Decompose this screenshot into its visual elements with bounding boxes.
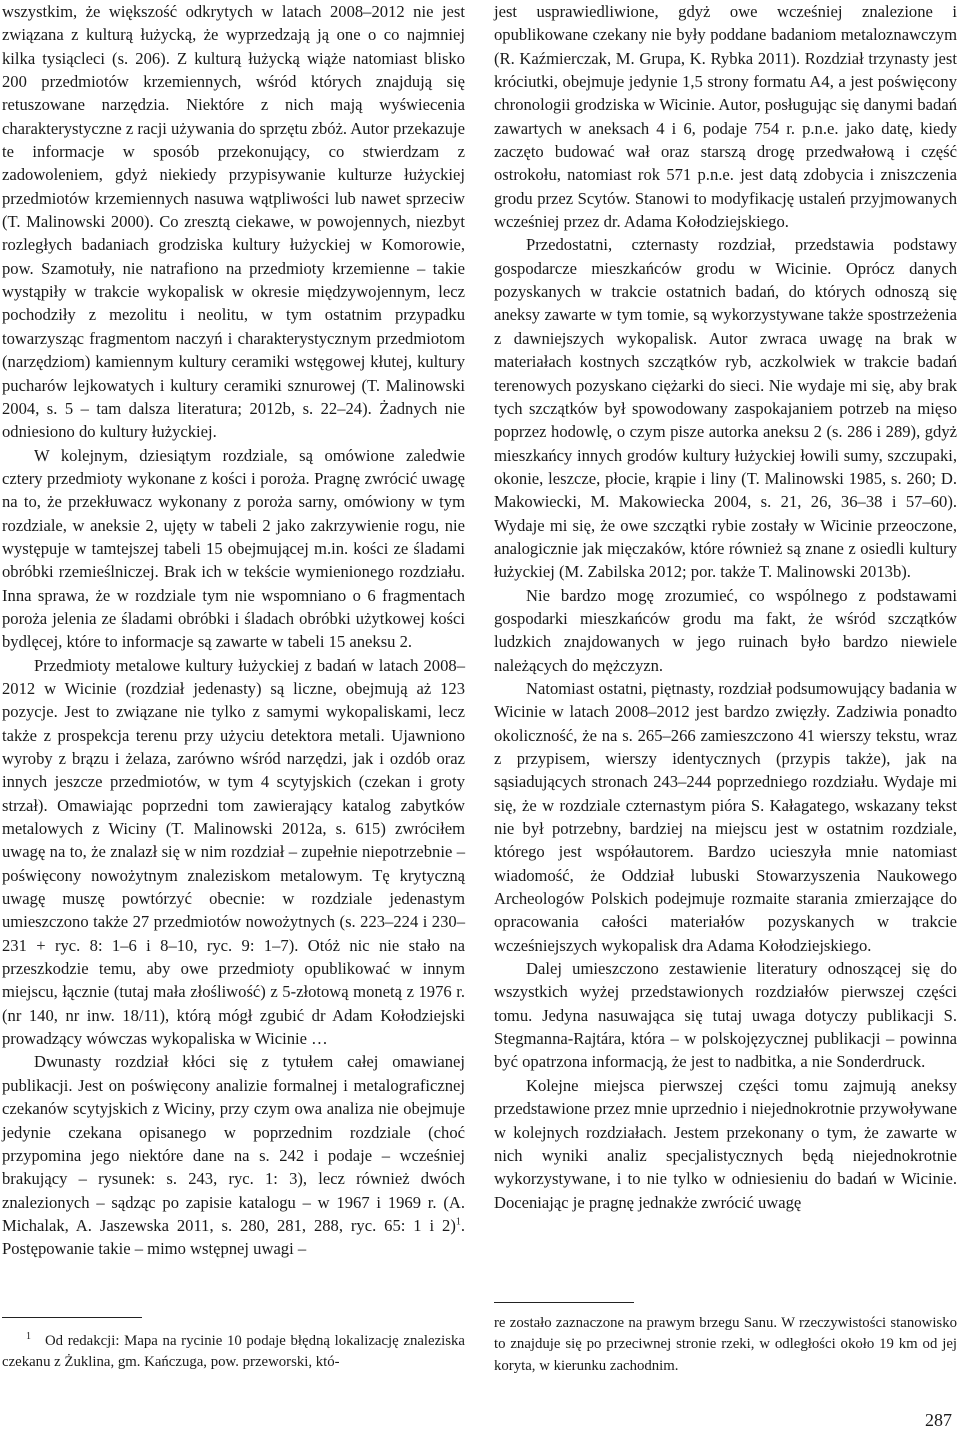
footnote-left <box>2 1331 465 1374</box>
footnote-right-text: re zostało zaznaczone na prawym brzegu Sanu. W rzeczywistości stanowisko to znajduje się po przeciwnej stronie rzeki, w odległości około 19 km od jej koryta, w kierunku zachodnim. <box>494 1315 957 1374</box>
left-paragraph-1: wszystkim, że większość odkrytych w latach 2008–2012 nie jest związana z kulturą łużycką, że wyprzedzają ją one o co najmniej kilka tysiącleci (s. 206). Z kulturą łużycką wiąże natomiast blisko 200 przedmiotów krzemiennych, wśród których znajdują się retuszowane narzędzia. Niektóre z nich mają wyświecenia charakterystyczne z racji używania do sprzętu zbóż. Autor przekazuje te informacje w sposób przekonujący, co stwierdzam z zadowoleniem, gdyż niekiedy przypisywanie kulturze łużyckiej przedmiotów krzemiennych nasuwa wątpliwości lub nawet sprzeciw (T. Malinowski 2000). Co zresztą ciekawe, w powojennych, niezbyt rozległych badaniach grodziska kultury łużyckiej w Komorowie, pow. Szamotuły, nie natrafiono na przedmioty krzemienne – takie wystąpiły w trakcie wykopalisk w okresie międzywojennym, lecz pochodziły z mezolitu i neolitu, w tym ostatnim przypadku towarzysząc fragmentom naczyń i charakterystycznym przedmiotom (narzędziom) kamiennym kultury ceramiki wstęgowej kłutej, kultury pucharów lejkowatych i kultury ceramiki sznurowej (T. Malinowski 2004, s. 5 – tam dalsza literatura; 2012b, s. 22–24). Żadnych nie odniesiono do kultury łużyckiej. <box>2 2 466 442</box>
right-paragraph-6: Kolejne miejsca pierwszej części tomu zajmują aneksy przedstawione przez mnie uprzednio i niejednokrotnie przywoływane w kolejnych rozdziałach. Jestem przekonany o tym, że zawarte w nich wyniki analiz specjalistycznych będą niejednokrotnie wykorzystywane, i to nie tylko w odniesieniu do badań w Wicinie. Doceniając je pragnę jednakże zwrócić uwagę <box>494 1075 957 1212</box>
left-paragraph-3: Przedmioty metalowe kultury łużyckiej z badań w latach 2008–2012 w Wicinie (rozdział jedenasty) są liczne, obejmują aż 123 pozycje. Jest to związane nie tylko z samymi wykopaliskami, lecz także z prospekcja terenu przy użyciu detektora metali. Ujawniono wyroby z brązu i żelaza, zarówno wśród narzędzi, jak i ozdób oraz innych jeszcze przedmiotów, w tym 4 scytyjskich (czekan i groty strzał). Omawiając poprzedni tom zawierający katalog zabytków metalowych z Wiciny (T. Malinowski 2012a, s. 615) zwróciłem uwagę na to, że znalazł się w nim rozdział – zupełnie niepotrzebnie – poświęcony nowożytnym znaleziskom metalowym. Tę krytyczną uwagę muszę powtórzyć obecnie: w rozdziale jedenastym umieszczono także 27 przedmiotów nowożytnych (s. 223–224 i 230–231 + ryc. 8: 1–6 i 8–10, ryc. 9: 1–7). Otóż nic nie stało na przeszkodzie temu, aby owe przedmioty opublikować w innym miejscu, łącznie (tutaj mała złośliwość) z 5-złotową monetą z 1976 r. (nr 140, nr inw. 18/11), którą mógł zgubić dr Adam Kołodziejski prowadzący wówczas wykopaliska w Wicinie … <box>2 655 465 1049</box>
left-column <box>2 0 465 1261</box>
left-paragraph-2: W kolejnym, dziesiątym rozdziale, są omówione zaledwie cztery przedmioty wykonane z kości i poroża. Pragnę zwrócić uwagę na to, że przekłuwacz wykonany z poroża sarny, omówiony w tym rozdziale, w aneksie 2, ujęty w tabeli 2 jako zakrzywienie rogu, nie występuje w tamtejszej tabeli 15 obejmującej m.in. kości ze śladami obróbki rzemieślniczej. Brak ich w tekście wymienionego rozdziału. Inna sprawa, że w rozdziale tym nie wspomniano o 6 fragmentach poroża jelenia ze śladami obróbki i śladach obróbki użytkowej kości bydlęcej, które to informacje są zawarte w tabeli 15 aneksu 2. <box>2 445 465 652</box>
right-paragraph-2: Przedostatni, czternasty rozdział, przedstawia podstawy gospodarcze mieszkańców grodu w Wicinie. Oprócz danych pozyskanych w trakcie ostatnich badań, do których odnoszą się aneksy zawarte w tym tomie, są wykorzystywane także spostrzeżenia z dawniejszych wykopalisk. Autor zwraca uwagę na brak w materiałach kostnych szczątków ryb, aczkolwiek w trakcie badań terenowych pozyskano ciężarki do sieci. Nie wydaje mi się, aby brak tych szczątków był spowodowany zaspokajaniem potrzeb na mięso poprzez hodowlę, o czym pisze autorka aneksu 2 (s. 286 i 289), gdyż mieszkańcy innych grodów kultury łużyckiej łowili sumy, szczupaki, okonie, leszcze, płocie, krąpie i liny (T. Malinowski 1985, s. 260; D. Makowiecki, M. Makowiecka 2004, s. 21, 26, 36–38 i 57–60). Wydaje mi się, że owe szczątki rybie zostały w Wicinie przeoczone, analogicznie jak mięczaków, które również są znane z osiedli kultury łużyckiej (M. Zabilska 2012; por. także T. Malinowski 2013b). <box>494 235 957 582</box>
footnote-right <box>494 1313 957 1377</box>
right-paragraph-5: Dalej umieszczono zestawienie literatury odnoszącej się do wszystkich wyżej przedstawionych rozdziałów pierwszej części tomu. Jedyna nasuwająca się tutaj uwaga dotyczy publikacji S. Stegmanna-Rajtára, która – w polskojęzycznej publikacji – powinna być opatrzona informacją, że jest to nadbitka, a nie Sonderdruck. <box>494 959 957 1072</box>
footnote-reference: 1 <box>455 1216 461 1228</box>
right-paragraph-4: Natomiast ostatni, piętnasty, rozdział podsumowujący badania w Wicinie w latach 2008–2012 jest bardzo zwięzły. Zadziwia ponadto okoliczność, że na s. 265–266 zamieszczono 41 wierszy tekstu, wraz z przypisem, wierszy identycznych (przypis także), jak na sąsiadujących stronach 243–244 poprzedniego rozdziału. Wydaje mi się, że w rozdziale czternastym pióra S. Kałagatego, wskazany tekst nie był potrzebny, bardziej na miejscu jest w ostatnim rozdziale, którego jest współautorem. Bardzo ucieszyła mnie natomiast wiadomość, że Oddział lubuski Stowarzyszenia Naukowego Archeologów Polskich podejmuje rozmaite starania zmierzające do opracowania całości materiałów pozyskanych w trakcie wcześniejszych wykopalisk dra Adama Kołodziejskiego. <box>494 678 957 955</box>
footnote-mark: 1 <box>26 1331 31 1343</box>
page-number: 287 <box>925 1410 952 1430</box>
footnote-divider-right <box>494 1302 634 1303</box>
right-column <box>494 0 957 1214</box>
left-paragraph-4-text: Dwunasty rozdział kłóci się z tytułem całej omawianej publikacji. Jest on poświęcony analizie formalnej i metalograficznej czekanów scytyjskich z Wiciny, przy czym owa analiza nie obejmuje jedynie czekana opisanego w poprzednim rozdziale (choć przypomina jego niektóre dane na s. 242 i podaje – wcześniej brakujący – rysunek: s. 243, ryc. 1: 3), lecz również dwóch znalezionych – sądząc po zapisie katalogu – w 1967 i 1969 r. (A. Michalak, A. Jaszewska 2011, s. 280, 281, 288, ryc. 65: 1 i 2) <box>2 1052 465 1235</box>
left-paragraph-4 <box>2 1050 465 1260</box>
left-paragraph-4-tail: . Postępowanie takie – mimo wstępnej uwagi – <box>2 1215 465 1259</box>
footnote-divider-left <box>2 1317 142 1318</box>
right-paragraph-3: Nie bardzo mogę zrozumieć, co wspólnego z podstawami gospodarki mieszkańców grodu ma fakt, że wśród szczątków ludzkich znajdowanych w jego ruinach było bardzo niewiele należących do mężczyzn. <box>494 585 957 675</box>
footnote-left-text: Od redakcji: Mapa na rycinie 10 podaje błędną lokalizację znaleziska czekanu z Żuklina, gm. Kańczuga, pow. przeworski, któ- <box>2 1333 465 1371</box>
right-paragraph-1: jest usprawiedliwione, gdyż owe wcześniej znalezione i opublikowane czekany nie były poddane badaniom metaloznawczym (R. Kaźmierczak, M. Grupa, K. Rybka 2011). Rozdział trzynasty jest króciutki, obejmuje jedynie 1,5 strony formatu A4, a jest poświęcony chronologii grodziska w Wicinie. Autor, posługując się danymi badań zawartych w aneksach 4 i 6, podaje 754 r. p.n.e. jako datę, kiedy zaczęto budować wał oraz starszą drogę przedwałową i część ostrokołu, natomiast rok 571 p.n.e. jest datą zdobycia i zniszczenia grodu przez Scytów. Stanowi to modyfikację ustaleń przyjmowanych wcześniej przez dr. Adama Kołodziejskiego. <box>494 2 957 232</box>
